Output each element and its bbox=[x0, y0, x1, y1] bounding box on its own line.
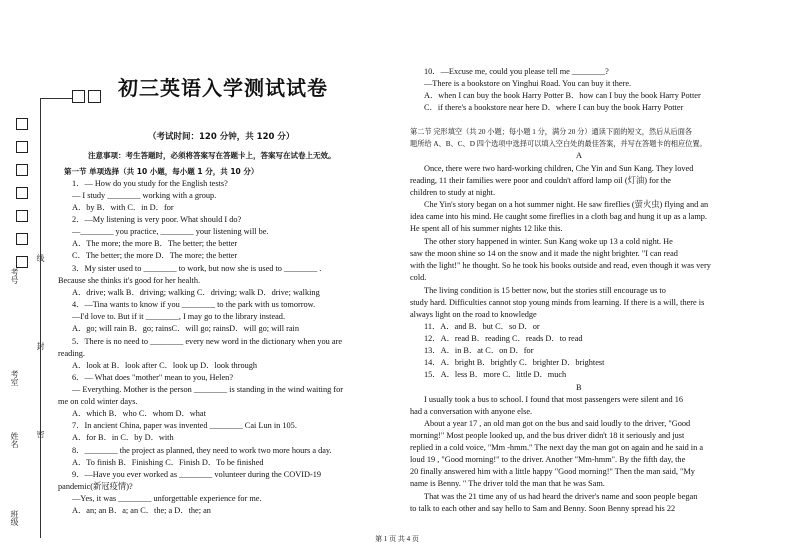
question-line: A．for B．in C．by D．with bbox=[72, 433, 174, 442]
passage-line: morning!" Most people looked up, and the bus driver didn't 18 it seriously and just bbox=[410, 431, 685, 440]
binding-box bbox=[16, 141, 28, 153]
question-line: 8．________ the project as planned, they need to work two more hours a day. bbox=[72, 446, 332, 455]
passage-line: About a year 17 , an old man got on the bus and said loudly to the driver, "Good bbox=[424, 419, 691, 428]
section2-instructions: 第二节 完形填空（共 20 小题；每小题 1 分，满分 20 分）通读下面的短文，然后从后面各 bbox=[410, 128, 693, 136]
question-line: Because she thinks it's good for her health. bbox=[58, 276, 201, 285]
question-line: C．The better; the more D．The more; the better bbox=[72, 251, 238, 260]
passage-line: He spent all of his summer nights 12 like this. bbox=[410, 224, 563, 233]
question-line: A．when I can buy the book Harry Potter B．how can I buy the book Harry Potter bbox=[424, 91, 701, 100]
binding-box bbox=[16, 210, 28, 222]
question-line: A．look at B．look after C．look up D．look through bbox=[72, 361, 258, 370]
binding-box bbox=[16, 187, 28, 199]
question-line: 10．—Excuse me, could you please tell me ________? bbox=[424, 67, 609, 76]
binding-mark-secret: 密 bbox=[36, 430, 45, 438]
question-line: me on cold winter days. bbox=[58, 397, 138, 406]
question-line: 3．My sister used to ________ to work, but now she is used to ________ . bbox=[72, 264, 322, 273]
passage-line: cold. bbox=[410, 273, 427, 282]
question-line: 2．—My listening is very poor. What should I do? bbox=[72, 215, 242, 224]
question-line: —I'd love to. But if it ________, I may go to the library instead. bbox=[72, 312, 286, 321]
binding-box bbox=[16, 118, 28, 130]
binding-box bbox=[16, 233, 28, 245]
passage-line: saw the moon shine so 14 on the snow and it made the night brighter. "I can read bbox=[410, 249, 678, 258]
question-line: C．if there's a bookstore near here D．where I can buy the book Harry Potter bbox=[424, 103, 684, 112]
title-box bbox=[88, 90, 101, 103]
passage-line: with the light!" he thought. So he took his books outside and read, even though it was very bbox=[410, 261, 711, 270]
option-line: 11．A．and B．but C．so D．or bbox=[424, 322, 540, 331]
page-title: 初三英语入学测试试卷 bbox=[118, 76, 328, 100]
option-line: 15．A．less B．more C．little D．much bbox=[424, 370, 567, 379]
passage-line: Che Yin's story began on a hot summer night. He saw fireflies (萤火虫) flying and an bbox=[424, 200, 709, 209]
passage-a-label: A bbox=[576, 151, 582, 160]
question-line: A．which B．who C．whom D．what bbox=[72, 409, 206, 418]
passage-line: always light on the road to knowledge bbox=[410, 310, 537, 319]
question-line: reading. bbox=[58, 349, 85, 358]
question-line: 9．—Have you ever worked as ________ volunteer during the COVID-19 bbox=[72, 470, 322, 479]
question-line: A．drive; walk B．driving; walking C．driving; walk D．drive; walking bbox=[72, 288, 320, 297]
passage-line: The living condition is 15 better now, but the stories still encourage us to bbox=[424, 286, 666, 295]
question-line: —________ you practice, ________ your listening will be. bbox=[72, 227, 269, 236]
passage-line: 20 finally answered him with a little happy "Good morning!" Then the man said, "My bbox=[410, 467, 695, 476]
binding-label-exam-room: 考室 bbox=[10, 370, 19, 386]
option-line: 12．A．read B．reading C．reads D．to read bbox=[424, 334, 583, 343]
passage-line: replied in a cold voice, "Mm -hmm." The next day the man got on again and he said in a bbox=[410, 443, 704, 452]
passage-line: I usually took a bus to school. I found that most passengers were silent and 16 bbox=[424, 395, 684, 404]
section1-heading: 第一节 单项选择（共 10 小题，每小题 1 分，共 10 分） bbox=[64, 167, 259, 176]
passage-line: to talk to each other and say hello to Sam and Benny. Soon Benny spread his 22 bbox=[410, 504, 676, 513]
question-line: 1．— How do you study for the English tests? bbox=[72, 179, 228, 188]
question-line: — I study ________ working with a group. bbox=[72, 191, 217, 200]
exam-time: （考试时间：120 分钟，共 120 分） bbox=[148, 132, 295, 142]
question-line: A．The more; the more B．The better; the better bbox=[72, 239, 238, 248]
passage-line: loud 19 , "Good morning!" to the driver. Another "Mm-hmm". By the fifth day, the bbox=[410, 455, 686, 464]
question-line: A．To finish B．Finishing C．Finish D．To be finished bbox=[72, 458, 264, 467]
option-line: 13．A．in B．at C．on D．for bbox=[424, 346, 534, 355]
title-boxes bbox=[72, 90, 104, 108]
question-line: — Everything. Mother is the person ________ is standing in the wind waiting for bbox=[72, 385, 343, 394]
binding-mark-line: 线 bbox=[36, 254, 45, 262]
passage-line: That was the 21 time any of us had heard the driver's name and soon people began bbox=[424, 492, 698, 501]
question-line: 6．— What does "mother" mean to you, Helen? bbox=[72, 373, 233, 382]
binding-box bbox=[16, 164, 28, 176]
question-line: A．by B．with C．in D．for bbox=[72, 203, 174, 212]
section2-instructions: 题所给 A、B、C、D 四个选项中选择可以填入空白处的最佳答案，并写在答题卡的相应位置。 bbox=[410, 140, 707, 148]
right-column bbox=[410, 0, 755, 560]
passage-line: idea came into his mind. He caught some fireflies in a cloth bag and hung it up as a lamp. bbox=[410, 212, 707, 221]
question-line: —There is a bookstore on Yinghui Road. You can buy it there. bbox=[424, 79, 632, 88]
question-line: 7．In ancient China, paper was invented ________ Cai Lun in 105. bbox=[72, 421, 297, 430]
question-line: pandemic(新冠疫情)? bbox=[58, 482, 133, 491]
question-line: 5．There is no need to ________ every new word in the dictionary when you are bbox=[72, 337, 343, 346]
passage-line: study hard. Difficulties cannot stop young minds from learning. If there is a will, there is bbox=[410, 298, 705, 307]
binding-mark-seal: 封 bbox=[36, 342, 45, 350]
question-line: A．go; will rain B．go; rainsC．will go; rainsD．will go; will rain bbox=[72, 324, 299, 333]
exam-notice: 注意事项：考生答题时，必须将答案写在答题卡上，答案写在试卷上无效。 bbox=[88, 151, 336, 160]
passage-line: Once, there were two hard-working children, Che Yin and Sun Kang. They loved bbox=[424, 164, 694, 173]
binding-label-exam-number: 考号 bbox=[10, 268, 19, 284]
passage-line: name is Benny. " The driver told the man that he was Sam. bbox=[410, 479, 605, 488]
passage-b-label: B bbox=[576, 383, 582, 392]
binding-label-class: 班级 bbox=[10, 510, 19, 526]
question-line: 4．—Tina wants to know if you ________ to the park with us tomorrow. bbox=[72, 300, 316, 309]
page-footer: 第 1 页 共 4 页 bbox=[375, 535, 419, 543]
passage-line: children to study at night. bbox=[410, 188, 496, 197]
question-line: —Yes, it was ________ unforgettable experience for me. bbox=[72, 494, 262, 503]
title-box bbox=[72, 90, 85, 103]
binding-line bbox=[40, 98, 41, 538]
binding-label-name: 姓名 bbox=[10, 432, 19, 448]
option-line: 14．A．bright B．brightly C．brighter D．brightest bbox=[424, 358, 605, 367]
binding-box bbox=[16, 256, 28, 268]
left-column bbox=[58, 0, 380, 560]
passage-line: had a conversation with anyone else. bbox=[410, 407, 533, 416]
passage-line: reading, 11 their families were poor and couldn't afford lamp oil (灯油) for the bbox=[410, 176, 671, 185]
question-line: A．an; an B．a; an C．the; a D．the; an bbox=[72, 506, 211, 515]
passage-line: The other story happened in winter. Sun Kang woke up 13 a cold night. He bbox=[424, 237, 673, 246]
